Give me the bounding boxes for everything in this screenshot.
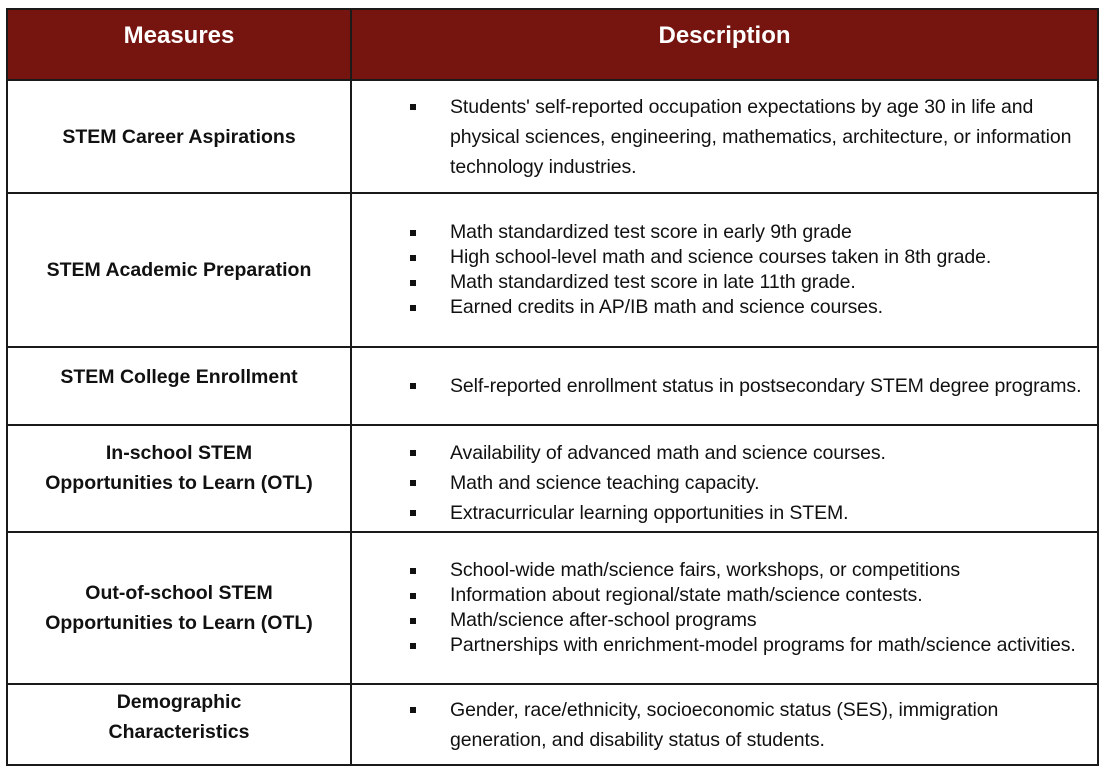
list-item: Availability of advanced math and science courses. xyxy=(352,438,1097,468)
list-item: School-wide math/science fairs, workshops, or competitions xyxy=(352,558,1097,583)
list-item: Math/science after-school programs xyxy=(352,608,1097,633)
square-bullet-icon xyxy=(410,643,416,649)
measure-label-line: Characteristics xyxy=(108,721,250,743)
description-list xyxy=(352,695,1097,755)
list-item: Information about regional/state math/science contests. xyxy=(352,583,1097,608)
list-item: Self-reported enrollment status in postsecondary STEM degree programs. xyxy=(352,371,1097,401)
measure-cell xyxy=(7,532,351,684)
description-list xyxy=(352,438,1097,528)
measure-label-line: Out-of-school STEM xyxy=(85,582,273,604)
square-bullet-icon xyxy=(410,568,416,574)
measure-cell xyxy=(7,193,351,347)
table-row xyxy=(7,80,1098,193)
table-row xyxy=(7,684,1098,765)
square-bullet-icon xyxy=(410,707,416,713)
measure-label-line: In-school STEM xyxy=(105,442,253,464)
list-item: Math standardized test score in late 11th grade. xyxy=(352,270,1097,295)
list-item: Gender, race/ethnicity, socioeconomic status (SES), immigration generation, and disability status of students. xyxy=(352,695,1097,755)
square-bullet-icon xyxy=(410,480,416,486)
description-list xyxy=(352,371,1097,401)
measure-label: STEM Academic Preparation xyxy=(46,259,312,281)
description-list xyxy=(352,92,1097,182)
measure-label-line: Opportunities to Learn (OTL) xyxy=(45,472,313,494)
measures-table xyxy=(6,8,1099,766)
square-bullet-icon xyxy=(410,450,416,456)
description-cell xyxy=(351,80,1098,193)
measure-label: STEM Career Aspirations xyxy=(62,125,296,148)
measure-cell xyxy=(7,425,351,532)
square-bullet-icon xyxy=(410,280,416,286)
description-list xyxy=(352,220,1097,320)
list-item: Math and science teaching capacity. xyxy=(352,468,1097,498)
list-item: Math standardized test score in early 9th grade xyxy=(352,220,1097,245)
header-row xyxy=(7,9,1098,80)
measure-cell xyxy=(7,80,351,193)
square-bullet-icon xyxy=(410,230,416,236)
square-bullet-icon xyxy=(410,510,416,516)
description-list xyxy=(352,558,1097,658)
measure-label-line: Opportunities to Learn (OTL) xyxy=(45,612,313,634)
description-cell xyxy=(351,347,1098,425)
table-row xyxy=(7,347,1098,425)
square-bullet-icon xyxy=(410,305,416,311)
header-measures: Measures xyxy=(7,9,351,80)
square-bullet-icon xyxy=(410,255,416,261)
square-bullet-icon xyxy=(410,593,416,599)
list-item: Extracurricular learning opportunities in STEM. xyxy=(352,498,1097,528)
list-item: Earned credits in AP/IB math and science courses. xyxy=(352,295,1097,320)
square-bullet-icon xyxy=(410,618,416,624)
table-row xyxy=(7,193,1098,347)
description-cell xyxy=(351,425,1098,532)
description-cell xyxy=(351,532,1098,684)
measure-label: STEM College Enrollment xyxy=(60,366,298,388)
header-description: Description xyxy=(351,9,1098,80)
square-bullet-icon xyxy=(410,104,416,110)
square-bullet-icon xyxy=(410,383,416,389)
table-row xyxy=(7,425,1098,532)
list-item: High school-level math and science courses taken in 8th grade. xyxy=(352,245,1097,270)
description-cell xyxy=(351,193,1098,347)
measure-cell xyxy=(7,684,351,765)
description-cell xyxy=(351,684,1098,765)
measure-cell xyxy=(7,347,351,425)
measure-label-line: Demographic xyxy=(116,691,242,713)
table-row xyxy=(7,532,1098,684)
list-item: Partnerships with enrichment-model programs for math/science activities. xyxy=(352,633,1097,658)
list-item: Students' self-reported occupation expectations by age 30 in life and physical sciences, engineering, mathematics, architecture, or information technology industries. xyxy=(352,92,1097,182)
